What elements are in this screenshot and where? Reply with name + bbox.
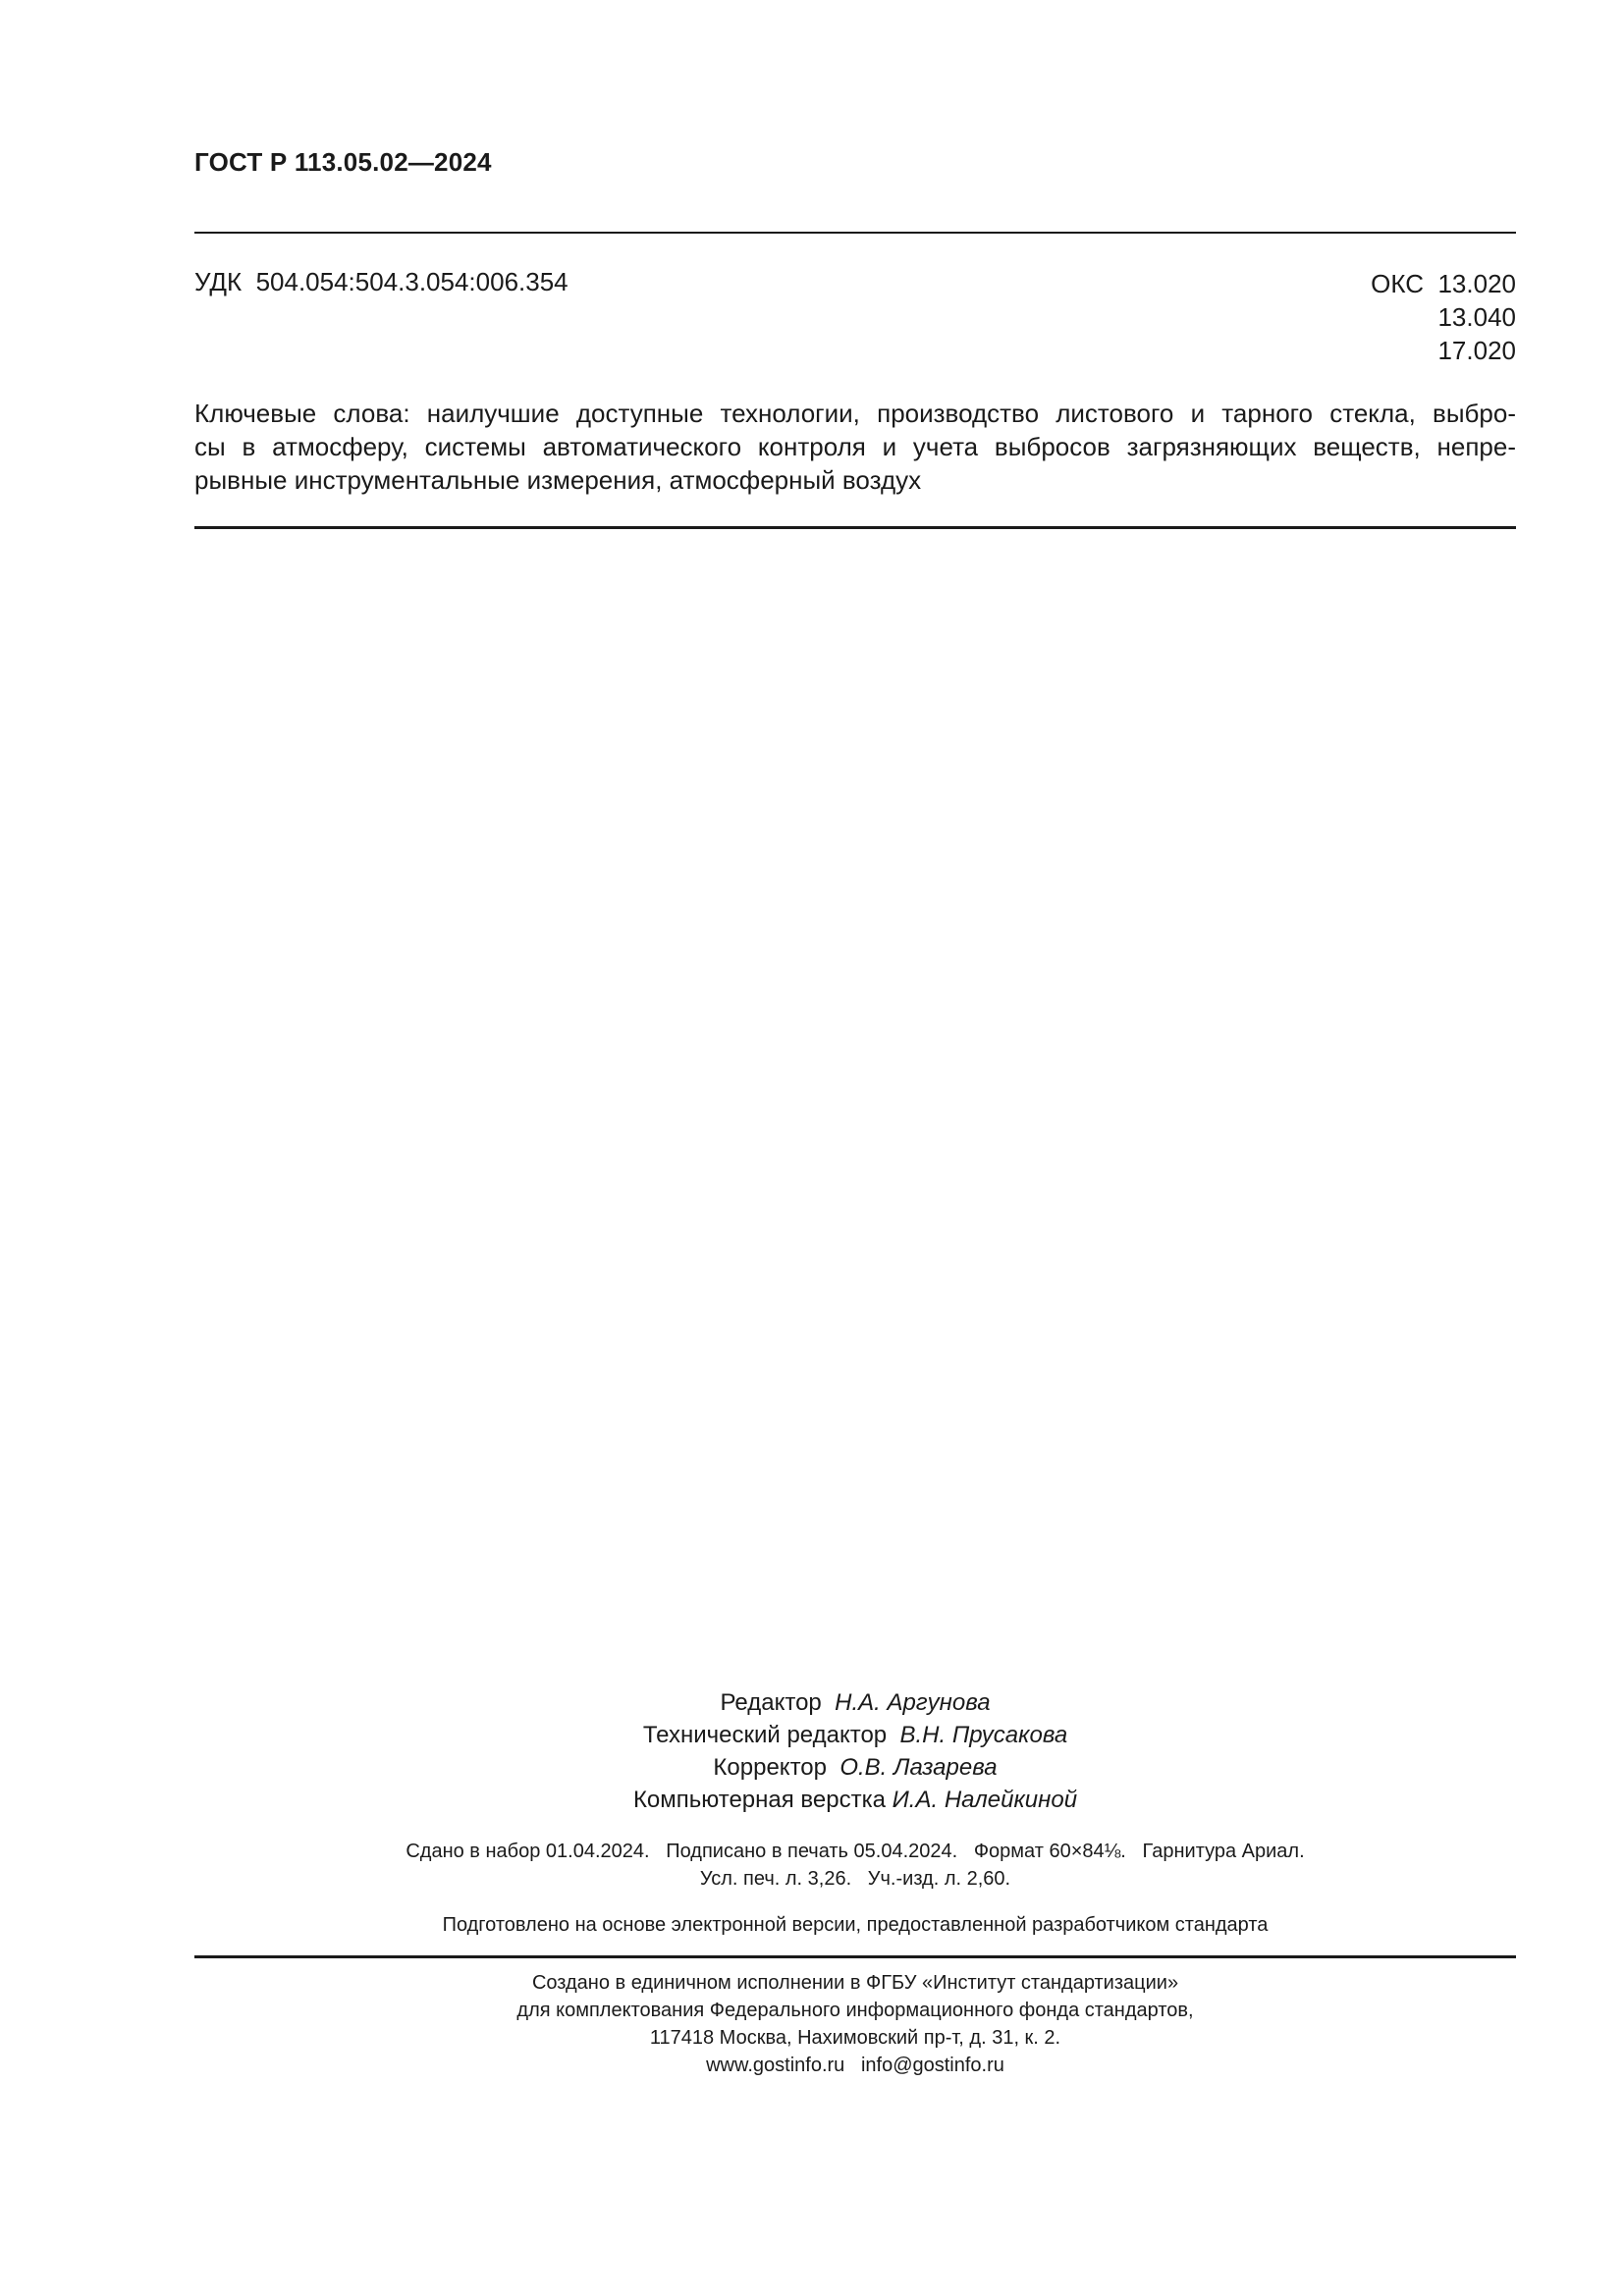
footer-block [194, 1969, 1516, 2079]
keywords-line-2: сы в атмосферу, системы автоматического контроля и учета выбросов загрязняющих веществ, непре- [194, 432, 1516, 461]
credit-corrector [194, 1751, 1516, 1784]
website-link[interactable]: www.gostinfo.ru [706, 2055, 845, 2076]
oks-value-3: 17.020 [1437, 336, 1516, 365]
credit-tech-editor [194, 1719, 1516, 1751]
email-link[interactable]: info@gostinfo.ru [860, 2055, 1004, 2076]
footer-contacts [194, 2052, 1516, 2079]
footer-divider [194, 1955, 1516, 1958]
oks-label: ОКС [1371, 269, 1425, 298]
udk-label: УДК [194, 267, 243, 296]
keywords-paragraph [194, 397, 1516, 497]
footer-line-3: 117418 Москва, Нахимовский пр-т, д. 31, к. 2. [649, 2027, 1061, 2049]
keywords-line-1: Ключевые слова: наилучшие доступные технологии, производство листового и тарного стекла, выбро- [194, 399, 1516, 428]
oks-value-2: 13.040 [1437, 302, 1516, 332]
top-divider [194, 232, 1516, 234]
footer-line-1: Создано в единичном исполнении в ФГБУ «Институт стандартизации» [531, 1972, 1179, 1994]
credit-editor [194, 1686, 1516, 1719]
credit-name: Н.А. Аргунова [835, 1689, 991, 1716]
udk-value: 504.054:504.3.054:006.354 [255, 267, 568, 296]
credit-role: Технический редактор [642, 1722, 888, 1748]
footer-line-2: для комплектования Федерального информационного фонда стандартов, [516, 2000, 1194, 2021]
udk-block [194, 267, 568, 297]
credit-name: В.Н. Прусакова [899, 1722, 1068, 1748]
keywords-divider [194, 526, 1516, 529]
standard-code: ГОСТ Р 113.05.02—2024 [194, 147, 492, 177]
credit-layout [194, 1784, 1516, 1816]
oks-value-1: 13.020 [1437, 269, 1516, 298]
print-info-line-2: Усл. печ. л. 3,26. Уч.-изд. л. 2,60. [699, 1868, 1011, 1890]
credit-name: О.В. Лазарева [839, 1754, 998, 1781]
credit-role: Компьютерная верстка [632, 1787, 886, 1813]
print-info-block [194, 1838, 1516, 1893]
oks-block [1371, 267, 1516, 367]
oks-row-3 [1371, 334, 1516, 367]
print-info-line-1: Сдано в набор 01.04.2024. Подписано в печать 05.04.2024. Формат 60×84⅛. Гарнитура Ариал. [406, 1841, 1305, 1862]
credit-name: И.А. Налейкиной [892, 1787, 1078, 1813]
oks-row-1 [1371, 267, 1516, 300]
prepared-note: Подготовлено на основе электронной версии, предоставленной разработчиком стандарта [442, 1914, 1269, 1936]
oks-row-2 [1371, 300, 1516, 334]
keywords-line-3: рывные инструментальные измерения, атмосферный воздух [194, 465, 922, 495]
credits-block [194, 1686, 1516, 1816]
credit-role: Редактор [720, 1689, 822, 1716]
credit-role: Корректор [713, 1754, 827, 1781]
